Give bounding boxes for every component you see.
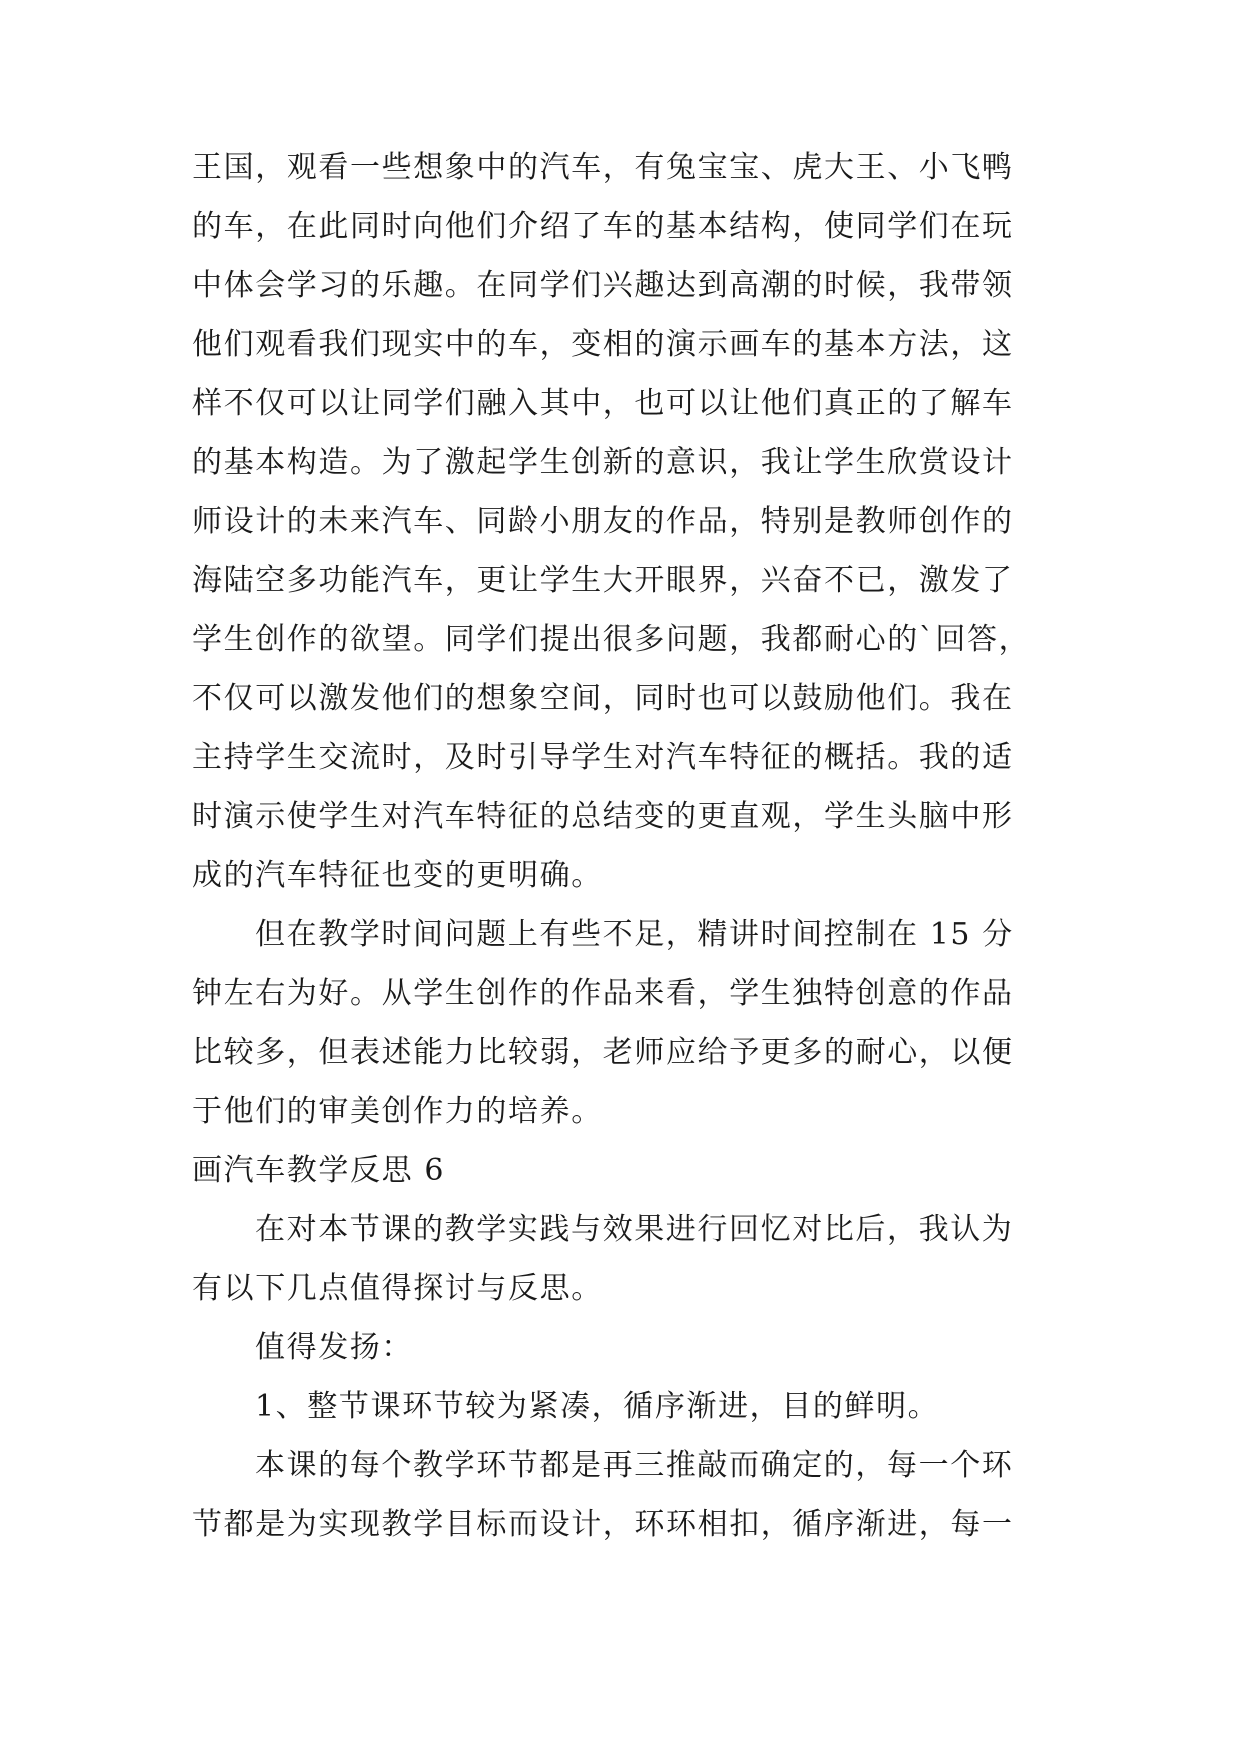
text-line: 中体会学习的乐趣。在同学们兴趣达到高潮的时候，我带领 — [192, 268, 1014, 303]
text-line: 有以下几点值得探讨与反思。 — [192, 1271, 603, 1306]
text-line: 王国，观看一些想象中的汽车，有兔宝宝、虎大王、小飞鸭 — [192, 150, 1014, 185]
text-line: 不仅可以激发他们的想象空间，同时也可以鼓励他们。我在 — [192, 681, 1014, 716]
text-line: 师设计的未来汽车、同龄小朋友的作品，特别是教师创作的 — [192, 504, 1014, 539]
text-line: 本课的每个教学环节都是再三推敲而确定的，每一个环 — [255, 1448, 1014, 1483]
text-line: 节都是为实现教学目标而设计，环环相扣，循序渐进，每一 — [192, 1507, 1014, 1542]
section-heading: 画汽车教学反思 6 — [192, 1153, 446, 1188]
text-line: 海陆空多功能汽车，更让学生大开眼界，兴奋不已，激发了 — [192, 563, 1014, 598]
text-line: 钟左右为好。从学生创作的作品来看，学生独特创意的作品 — [192, 976, 1014, 1011]
text-line: 成的汽车特征也变的更明确。 — [192, 858, 603, 893]
text-line: 学生创作的欲望。同学们提出很多问题，我都耐心的`回答， — [192, 622, 1031, 657]
text-line: 但在教学时间问题上有些不足，精讲时间控制在 15 分 — [255, 917, 1014, 952]
text-line: 在对本节课的教学实践与效果进行回忆对比后，我认为 — [255, 1212, 1014, 1247]
text-line: 时演示使学生对汽车特征的总结变的更直观，学生头脑中形 — [192, 799, 1014, 834]
text-line: 值得发扬： — [255, 1330, 413, 1365]
text-line: 的车，在此同时向他们介绍了车的基本结构，使同学们在玩 — [192, 209, 1014, 244]
text-line: 1、整节课环节较为紧凑，循序渐进，目的鲜明。 — [255, 1389, 940, 1424]
text-line: 比较多，但表述能力比较弱，老师应给予更多的耐心，以便 — [192, 1035, 1014, 1070]
text-line: 于他们的审美创作力的培养。 — [192, 1094, 603, 1129]
text-line: 的基本构造。为了激起学生创新的意识，我让学生欣赏设计 — [192, 445, 1014, 480]
text-line: 他们观看我们现实中的车，变相的演示画车的基本方法，这 — [192, 327, 1014, 362]
text-line: 样不仅可以让同学们融入其中，也可以让他们真正的了解车 — [192, 386, 1014, 421]
text-line: 主持学生交流时，及时引导学生对汽车特征的概括。我的适 — [192, 740, 1014, 775]
